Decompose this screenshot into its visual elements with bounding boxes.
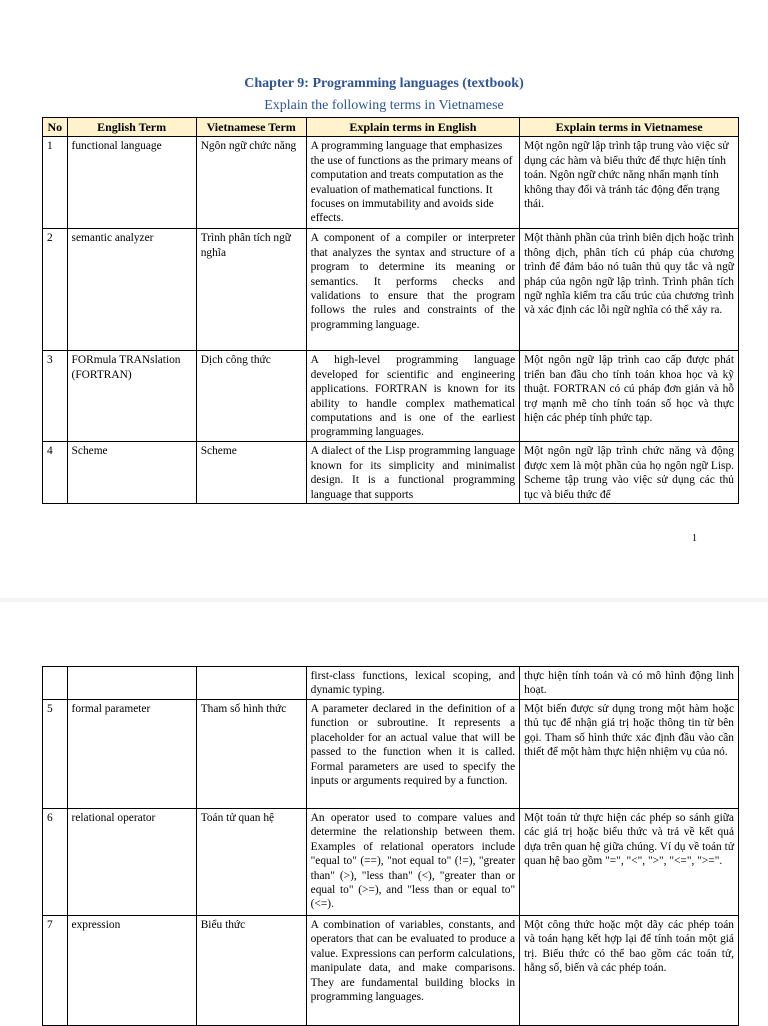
cell-english-term: formal parameter bbox=[67, 700, 196, 809]
header-explain-english: Explain terms in English bbox=[306, 118, 519, 137]
header-vietnamese-term: Vietnamese Term bbox=[196, 118, 306, 137]
cell-english-term bbox=[67, 667, 196, 700]
table-row bbox=[43, 700, 739, 809]
cell-vietnamese-term: Tham số hình thức bbox=[196, 700, 306, 809]
cell-english-term: Scheme bbox=[67, 442, 196, 504]
cell-explain-vietnamese: Một toán tử thực hiện các phép so sánh giữa các giá trị hoặc biểu thức và trả về kết quả dựa trên quan hệ giữa chúng. Ví dụ về toán tử quan hệ bao gồm "=", "<", ">", "<=", ">=". bbox=[520, 809, 739, 916]
cell-no: 7 bbox=[43, 916, 68, 1026]
terms-table-page-2 bbox=[42, 666, 739, 1026]
header-english-term: English Term bbox=[67, 118, 196, 137]
cell-no: 1 bbox=[43, 137, 68, 229]
cell-vietnamese-term: Biểu thức bbox=[196, 916, 306, 1026]
table-row bbox=[43, 229, 739, 351]
cell-vietnamese-term: Toán tử quan hệ bbox=[196, 809, 306, 916]
table-row bbox=[43, 442, 739, 504]
cell-vietnamese-term: Trình phân tích ngữ nghĩa bbox=[196, 229, 306, 351]
document-page-2 bbox=[0, 600, 768, 1024]
header-explain-vietnamese: Explain terms in Vietnamese bbox=[520, 118, 739, 137]
cell-english-term: FORmula TRANslation (FORTRAN) bbox=[67, 351, 196, 442]
cell-explain-vietnamese: Một công thức hoặc một dãy các phép toán và toán hạng kết hợp lại để tính toán một giá trị. Biểu thức có thể bao gồm các toán tử, hằng số, biến và các phép toán. bbox=[520, 916, 739, 1026]
table-row bbox=[43, 809, 739, 916]
header-no: No bbox=[43, 118, 68, 137]
terms-table-page-1 bbox=[42, 117, 739, 504]
cell-no: 4 bbox=[43, 442, 68, 504]
cell-vietnamese-term: Ngôn ngữ chức năng bbox=[196, 137, 306, 229]
cell-no: 6 bbox=[43, 809, 68, 916]
table-row bbox=[43, 351, 739, 442]
cell-english-term: functional language bbox=[67, 137, 196, 229]
table-row bbox=[43, 916, 739, 1026]
cell-explain-vietnamese: Một ngôn ngữ lập trình cao cấp được phát triển ban đầu cho tính toán khoa học và kỹ thuật. FORTRAN có cú pháp đơn giản và hỗ trợ mạnh mẽ cho tính toán số học và thực hiện các phép tính phức tạp. bbox=[520, 351, 739, 442]
cell-vietnamese-term: Scheme bbox=[196, 442, 306, 504]
cell-explain-english: A high-level programming language developed for scientific and engineering applications. FORTRAN is known for its ability to handle complex mathematical computations and is one of the earliest programming languages. bbox=[306, 351, 519, 442]
cell-explain-english: A component of a compiler or interpreter that analyzes the syntax and structure of a program to determine its meaning or semantics. It performs checks and validations to ensure that the program follows the rules and constraints of the programming language. bbox=[306, 229, 519, 351]
cell-no: 2 bbox=[43, 229, 68, 351]
document-subtitle: Explain the following terms in Vietnamese bbox=[264, 98, 504, 113]
cell-explain-vietnamese: Một ngôn ngữ lập trình chức năng và động được xem là một phần của họ ngôn ngữ Lisp. Scheme tập trung vào việc sử dụng các thủ tục và biểu thức để bbox=[520, 442, 739, 504]
cell-explain-english: A combination of variables, constants, and operators that can be evaluated to produce a value. Expressions can perform calculations, manipulate data, and make comparisons. They are fundamental building blocks in programming languages. bbox=[306, 916, 519, 1026]
table-row bbox=[43, 667, 739, 700]
cell-no: 3 bbox=[43, 351, 68, 442]
cell-english-term: semantic analyzer bbox=[67, 229, 196, 351]
cell-vietnamese-term bbox=[196, 667, 306, 700]
cell-no: 5 bbox=[43, 700, 68, 809]
cell-explain-english: A parameter declared in the definition of a function or subroutine. It represents a placeholder for an actual value that will be passed to the function when it is called. Formal parameters are used to specify the inputs or arguments required by a function. bbox=[306, 700, 519, 809]
cell-english-term: relational operator bbox=[67, 809, 196, 916]
cell-vietnamese-term: Dịch công thức bbox=[196, 351, 306, 442]
table-row bbox=[43, 137, 739, 229]
cell-explain-english: A dialect of the Lisp programming language known for its simplicity and minimalist design. It is a functional programming language that supports bbox=[306, 442, 519, 504]
cell-explain-vietnamese: Một ngôn ngữ lập trình tập trung vào việc sử dụng các hàm và biểu thức để thực hiện tính toán. Ngôn ngữ chức năng nhấn mạnh tính không thay đổi và tránh tác động đến trạng thái. bbox=[520, 137, 739, 229]
cell-english-term: expression bbox=[67, 916, 196, 1026]
cell-explain-vietnamese: thực hiện tính toán và có mô hình động linh hoạt. bbox=[520, 667, 739, 700]
table-header-row bbox=[43, 118, 739, 137]
document-title: Chapter 9: Programming languages (textbook) bbox=[244, 76, 524, 91]
cell-no bbox=[43, 667, 68, 700]
cell-explain-vietnamese: Một biến được sử dụng trong một hàm hoặc thủ tục để nhận giá trị hoặc thông tin từ bên gọi. Tham số hình thức xác định đầu vào cần thiết để một hàm thực hiện nhiệm vụ của nó. bbox=[520, 700, 739, 809]
cell-explain-english: first-class functions, lexical scoping, and dynamic typing. bbox=[306, 667, 519, 700]
page-number: 1 bbox=[692, 533, 697, 544]
cell-explain-english: An operator used to compare values and determine the relationship between them. Examples of relational operators include "equal to" (==), "not equal to" (!=), "greater than" (>), "less than" (<), "greater than or equal to" (>=), and "less than or equal to" (<=). bbox=[306, 809, 519, 916]
cell-explain-english: A programming language that emphasizes the use of functions as the primary means of computation and treats computation as the evaluation of mathematical functions. It focuses on immutability and avoids side effects. bbox=[306, 137, 519, 229]
cell-explain-vietnamese: Một thành phần của trình biên dịch hoặc trình thông dịch, phân tích cú pháp của chương trình để đảm bảo nó tuân thủ quy tắc và ngữ pháp của ngôn ngữ lập trình. Trình phân tích ngữ nghĩa kiểm tra cấu trúc của chương trình và xác định các lỗi ngữ nghĩa có thể xảy ra. bbox=[520, 229, 739, 351]
